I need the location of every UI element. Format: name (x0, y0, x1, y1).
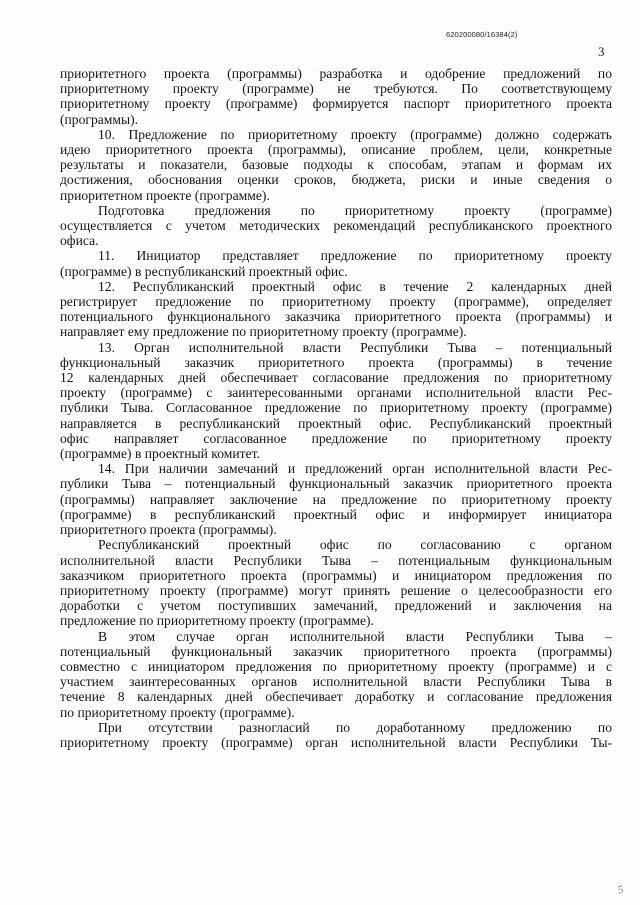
text-line: (программе) в республиканский проектный офис и информирует инициатора (60, 506, 612, 522)
text-line: осуществляется с учетом методических рекомендаций республиканского проектного (60, 218, 612, 234)
text-line: 10. Предложение по приоритетному проекту (программе) должно содержать (98, 126, 612, 142)
text-line: 14. При наличии замечаний и предложений орган исполнительной власти Рес- (98, 461, 612, 477)
text-line: приоритетного проекта (программы). (60, 522, 277, 538)
text-line: течение 8 календарных дней обеспечивает доработку и согласование предложения (60, 689, 612, 705)
text-line: 12 календарных дней обеспечивает согласование предложения по приоритетному (60, 370, 612, 386)
text-line: публики Тыва – потенциальный функциональный заказчик приоритетного проекта (60, 476, 612, 492)
text-line: исполнительной власти Республики Тыва – потенциальным функциональным (60, 552, 612, 568)
document-body (60, 66, 612, 750)
text-line: приоритетном проекте (программе). (60, 187, 270, 203)
text-line: (программы) направляет заключение на предложение по приоритетному проекту (60, 491, 612, 507)
text-line: доработки с учетом поступивших замечаний, предложений и заключения на (60, 598, 612, 614)
text-line: участием заинтересованных органов исполнительной власти Республики Тыва в (60, 674, 612, 690)
text-line: В этом случае орган исполнительной власти Республики Тыва – (98, 628, 612, 644)
text-line: публики Тыва. Согласованное предложение по приоритетному проекту (программе) (60, 400, 612, 416)
handwritten-page-mark: 5 (616, 883, 625, 897)
text-line: направляет ему предложение по приоритетному проекту (программе). (60, 324, 467, 340)
text-line: приоритетному проекту (программе) могут принять решение о целесообразности его (60, 582, 612, 598)
text-line: 11. Инициатор представляет предложение по приоритетному проекту (98, 248, 612, 264)
text-line: (программе) в республиканский проектный офис. (60, 263, 348, 279)
text-line: (программе) в проектный комитет. (60, 446, 260, 462)
text-line: приоритетному проекту (программе) не требуются. По соответствующему (60, 81, 612, 97)
text-line: (программы). (60, 111, 139, 127)
text-line: предложение по приоритетному проекту (программе). (60, 613, 374, 629)
text-line: Подготовка предложения по приоритетному проекту (программе) (98, 202, 612, 218)
text-line: 13. Орган исполнительной власти Республики Тыва – потенциальный (98, 339, 612, 355)
text-line: 12. Республиканский проектный офис в течение 2 календарных дней (98, 278, 612, 294)
text-line: достижения, обоснования оценки сроков, бюджета, риски и иные сведения о (60, 172, 612, 188)
text-line: функциональный заказчик приоритетного проекта (программы) в течение (60, 354, 612, 370)
text-line: приоритетного проекта (программы) разработка и одобрение предложений по (60, 66, 612, 81)
text-line: потенциального функционального заказчика приоритетного проекта (программы) и (60, 309, 612, 325)
text-line: офиса. (60, 233, 99, 249)
text-line: приоритетному проекту (программе) орган исполнительной власти Республики Ты- (60, 734, 612, 750)
text-line: офис направляет согласованное предложение по приоритетному проекту (60, 430, 612, 446)
text-line: заказчиком приоритетного проекта (программы) и инициатором предложения по (60, 567, 612, 583)
text-line: приоритетному проекту (программе) формируется паспорт приоритетного проекта (60, 96, 612, 112)
text-line: совместно с инициатором предложения по приоритетному проекту (программе) и с (60, 658, 612, 674)
text-line: проекту (программе) с заинтересованными органами исполнительной власти Рес- (60, 385, 612, 401)
page-number: 3 (598, 44, 605, 59)
text-line: идею приоритетного проекта (программы), описание проблем, цели, конкретные (60, 142, 612, 158)
text-line: потенциальный функциональный заказчик приоритетного проекта (программы) (60, 643, 612, 659)
text-line: Республиканский проектный офис по согласованию с органом (98, 537, 612, 553)
document-code: 620200080/16384(2) (446, 30, 518, 39)
text-line: направляется в республиканский проектный офис. Республиканский проектный (60, 415, 612, 431)
text-line: регистрирует предложение по приоритетному проекту (программе), определяет (60, 294, 612, 310)
text-line: по приоритетному проекту (программе). (60, 704, 295, 720)
text-line: результаты и показатели, базовые подходы к способам, этапам и формам их (60, 157, 612, 173)
text-line: При отсутствии разногласий по доработанному предложению по (98, 719, 612, 735)
